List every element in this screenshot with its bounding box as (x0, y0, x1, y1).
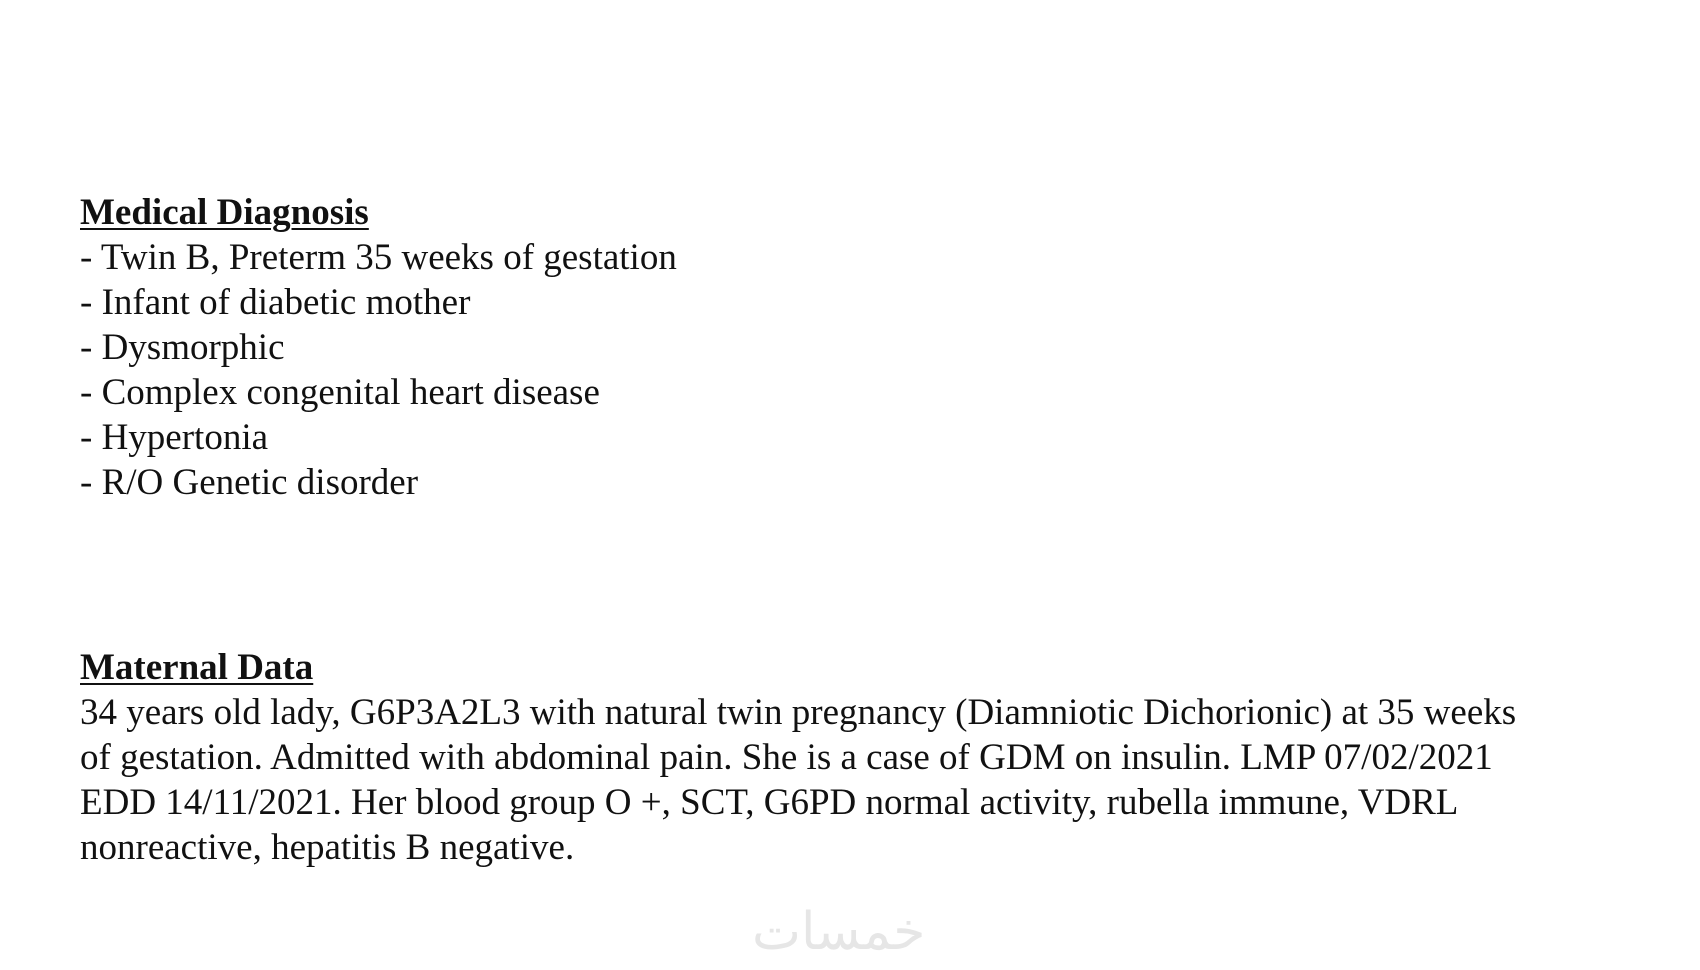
diagnosis-item: - Complex congenital heart disease (80, 372, 600, 413)
maternal-data-section (80, 645, 1680, 870)
medical-diagnosis-section (80, 190, 677, 505)
watermark-logo: خمسات (752, 902, 926, 962)
maternal-data-paragraph (80, 690, 1680, 870)
medical-diagnosis-heading: Medical Diagnosis (80, 192, 369, 233)
diagnosis-item: - Hypertonia (80, 417, 269, 458)
diagnosis-item: - Twin B, Preterm 35 weeks of gestation (80, 237, 677, 278)
diagnosis-item: - R/O Genetic disorder (80, 462, 419, 503)
maternal-data-heading: Maternal Data (80, 647, 314, 688)
diagnosis-list (80, 235, 677, 505)
maternal-data-line: nonreactive, hepatitis B negative. (80, 827, 575, 868)
maternal-data-line: of gestation. Admitted with abdominal pain. She is a case of GDM on insulin. LMP 07/02/2021 (80, 737, 1493, 778)
maternal-data-line: 34 years old lady, G6P3A2L3 with natural twin pregnancy (Diamniotic Dichorionic) at 35 weeks (80, 692, 1517, 733)
diagnosis-item: - Dysmorphic (80, 327, 285, 368)
diagnosis-item: - Infant of diabetic mother (80, 282, 471, 323)
maternal-data-line: EDD 14/11/2021. Her blood group O +, SCT, G6PD normal activity, rubella immune, VDRL (80, 782, 1459, 823)
